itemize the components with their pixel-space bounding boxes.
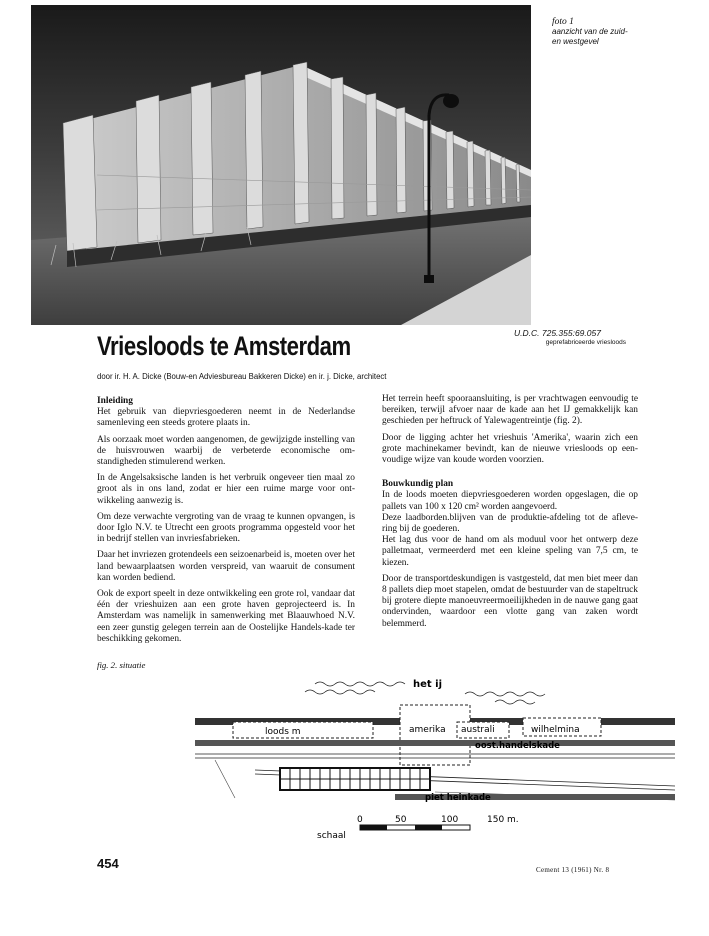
paragraph: Daar het invriezen grotendeels een seizoenarbeid is, moeten over het land bewaarplaatsen worden verspreid, van waaruit de consument kan worden bediend. [97, 550, 355, 583]
page-number: 454 [97, 856, 119, 871]
photo-caption-line: en westgevel [552, 37, 599, 46]
label-australie: australi [461, 725, 495, 735]
scale-label: schaal [317, 831, 346, 841]
paragraph: Ook de export speelt in deze ontwikkeling een grote rol, vandaar dat één der vrieshuizen aan een grote haven geprojecteerd is. In Amsterdam was namelijk in samenwerking met Blaauwhoed N.V. een zeer gunstig gelegen terrein aan de Oostelijke Handels-kade ter beschikking gekomen. [97, 589, 355, 644]
paragraph: Deze laadborden.blijven van de produktie-afdeling tot de afleve-ring bij de goederen. [382, 512, 638, 535]
paragraph: Het lag dus voor de hand om als moduul voor het ontwerp deze palletmaat, vermeerderd met een kleine speling van 7,5 cm, te kiezen. [382, 535, 638, 568]
scale-tick: 100 [441, 815, 459, 825]
building-photo [31, 5, 531, 325]
article-byline: door ir. H. A. Dicke (Bouw-en Adviesbureau Bakkeren Dicke) en ir. j. Dicke, architect [97, 372, 387, 381]
photo-caption-number: foto 1 [552, 17, 574, 27]
paragraph: Om deze verwachte vergroting van de vraag te kunnen opvangen, is door Iglo N.V. te Utrecht een groots programma opgesteld voor het in bedrijf stellen van invriesfabrieken. [97, 511, 355, 545]
label-wilhelmina: wilhelmina [531, 725, 580, 735]
label-amerika: amerika [409, 725, 446, 735]
paragraph: Door de transportdeskundigen is vastgesteld, dat men biet meer dan 8 pallets diep moet stapelen, omdat de bestuurder van de stapeltruck bij grotere diepte manoeuvreermoeilijkheden in de nauwe gang gaat ondervinden, waardoor een vlotte gang van zaken wordt belemmerd. [382, 573, 638, 629]
right-column [382, 394, 638, 635]
udc-subtitle: geprefabriceerde vriesloods [545, 339, 626, 346]
label-het-ij: het ij [413, 679, 443, 690]
paragraph: Door de ligging achter het vrieshuis 'Amerika', waarin zich een grote machinekamer bevindt, kan de nieuwe vriesloods op een-voudige wijze van koude worden voorzien. [382, 432, 638, 466]
udc-code: U.D.C. 725.355:69.057 [514, 328, 601, 338]
figure-caption: fig. 2. situatie [97, 660, 146, 670]
paragraph: Als oorzaak moet worden aangenomen, de gewijzigde instelling van de huisvrouwen waarbij de verbeterde economische om-standigheden stimulerend werken. [97, 434, 355, 468]
paragraph: In de loods moeten diepvriesgoederen worden opgeslagen, die op pallets van 100 x 120 cm² worden aangevoerd. [382, 490, 638, 512]
site-plan-figure [195, 670, 675, 850]
photo-caption-line: aanzicht van de zuid- [552, 27, 628, 36]
section-heading-bouwkundig-plan: Bouwkundig plan [382, 479, 454, 490]
label-oost-handelskade: oost.handelskade [475, 741, 560, 751]
photo-caption [552, 17, 662, 47]
label-loods-m: loods m [265, 727, 301, 737]
paragraph: In de Angelsaksische landen is het verbruik ongeveer tien maal zo groot als in ons land, zodat er hier een ruime marge voor ont-wikkeling aanwezig is. [97, 473, 355, 506]
article-title: Vriesloods te Amsterdam [97, 331, 351, 361]
label-piet-heinkade: piet heinkade [425, 793, 491, 803]
scale-tick: 0 [357, 815, 363, 825]
journal-reference: Cement 13 (1961) Nr. 8 [536, 866, 610, 874]
section-heading-inleiding: Inleiding [97, 396, 133, 406]
udc-classification [514, 328, 654, 348]
vriesloods-building [280, 768, 430, 790]
loods-m-building [233, 722, 373, 738]
scale-bar [317, 815, 519, 841]
left-column [97, 396, 355, 650]
paragraph: Het terrein heeft spooraansluiting, is per vrachtwagen eenvoudig te bereiken, terwijl afvoer naar de kade aan het IJ gemakkelijk kan geschieden per heftruck of Yalewagentreintje (fig. 2). [382, 394, 638, 427]
paragraph: Het gebruik van diepvriesgoederen neemt in de Nederlandse samenleving een steeds grotere plaats in. [97, 407, 355, 429]
scale-tick: 50 [395, 815, 407, 825]
scale-tick: 150 m. [487, 815, 519, 825]
